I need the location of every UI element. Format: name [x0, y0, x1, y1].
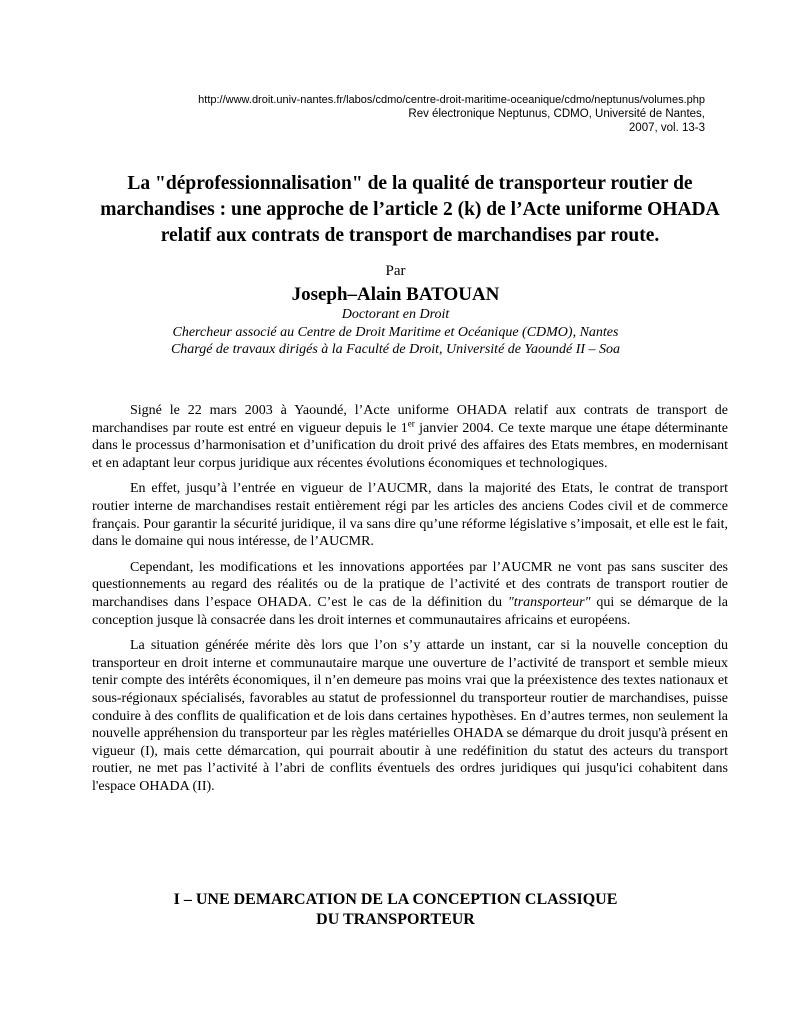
journal-volume: 2007, vol. 13-3: [628, 122, 705, 134]
paragraph: Signé le 22 mars 2003 à Yaoundé, l’Acte uniforme OHADA relatif aux contrats de transport de marchandises par route est entré en vigueur depuis le 1er janvier 2004. Ce texte marque une étape déterminante dans le processus d’harmonisation et d’unification du droit privé des affaires des Etats membres, en modernisant et en adaptant leur corpus juridique aux récentes évolutions économiques et technologiques.: [92, 403, 728, 471]
author-name: Joseph–Alain BATOUAN: [291, 284, 500, 305]
section-heading-line: DU TRANSPORTEUR: [316, 911, 475, 928]
page-header: [198, 93, 705, 135]
emphasis: "transporteur": [507, 594, 591, 610]
article-body: [92, 402, 728, 803]
article-title: La "déprofessionnalisation" de la qualité de transporteur routier de marchandises : une approche de l’article 2 (k) de l’Acte uniforme OHADA relatif aux contrats de transport de marchandises par route.: [100, 173, 720, 246]
paragraph: En effet, jusqu’à l’entrée en vigueur de l’AUCMR, dans la majorité des Etats, le contrat de transport routier interne de marchandises restait entièrement régi par les articles des anciens Codes civil et de commerce français. Pour garantir la sécurité juridique, il va sans dire qu’une réforme législative s’imposait, et elle est le fait, dans le domaine qui nous intéresse, de l’AUCMR.: [92, 481, 729, 550]
affiliation-line: Chercheur associé au Centre de Droit Maritime et Océanique (CDMO), Nantes: [172, 324, 619, 340]
affiliation-line: Doctorant en Droit: [341, 307, 450, 322]
journal-name: Rev électronique Neptunus, CDMO, Université de Nantes,: [408, 108, 705, 120]
section-heading-line: I – UNE DEMARCATION DE LA CONCEPTION CLASSIQUE: [173, 891, 618, 908]
paragraph: Cependant, les modifications et les innovations apportées par l’AUCMR ne vont pas sans susciter des questionnements au regard des réalités ou de la pratique de l’activité et des contrats de transport routier de marchandises dans l’espace OHADA. C’est le cas de la définition du "transporteur" qui se démarque de la conception jusque là consacrée dans les droit internes et communautaires africains et européens.: [92, 559, 729, 628]
section-heading: [0, 890, 791, 930]
affiliation-line: Chargé de travaux dirigés à la Faculté de Droit, Université de Yaoundé II – Soa: [170, 342, 621, 357]
author-affiliations: [0, 306, 791, 359]
byline-par: Par: [385, 263, 406, 279]
source-url[interactable]: http://www.droit.univ-nantes.fr/labos/cdmo/centre-droit-maritime-oceanique/cdmo/neptunus/volumes.php: [198, 94, 705, 106]
superscript: er: [407, 417, 415, 428]
paragraph: La situation générée mérite dès lors que l’on s’y attarde un instant, car si la nouvelle conception du transporteur en droit interne et communautaire marque une ouverture de l’activité de transport et semble mieux tenir compte des intérêts économiques, il n’en demeure pas moins vrai que la préexistence des textes nationaux et sous-régionaux spécialisés, favorables au statut de professionnel du transporteur routier de marchandises, puisse conduire à des conflits de qualification et de lois dans certaines hypothèses. En d’autres termes, non seulement la nouvelle appréhension du transporteur par les règles matérielles OHADA se démarque du droit jusqu'à présent en vigueur (I), mais cette démarcation, qui pourrait aboutir à une redéfinition du statut des acteurs du transport routier, ne met pas l’activité à l’abri de conflits éventuels des ordres juridiques qui jusqu'ici cohabitent dans l'espace OHADA (II).: [92, 638, 729, 794]
